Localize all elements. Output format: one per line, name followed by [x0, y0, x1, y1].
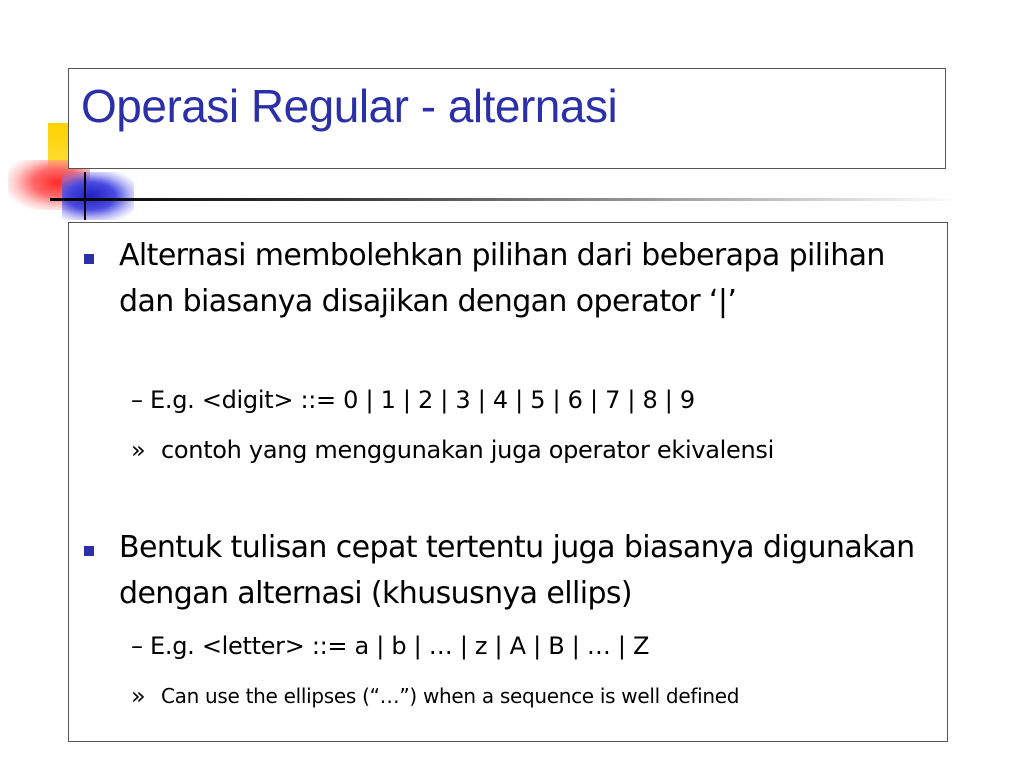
logo-vertical-line — [84, 172, 86, 220]
sub-sub-bullet-text: Can use the ellipses (“…”) when a sequence is well defined — [161, 684, 740, 708]
bullet-square-icon — [84, 546, 94, 556]
sub-bullet-example: – E.g. <digit> ::= 0 | 1 | 2 | 3 | 4 | 5 | 6 | 7 | 8 | 9 — [131, 386, 695, 414]
sub-bullet-example: – E.g. <letter> ::= a | b | … | z | A | B | … | Z — [131, 632, 650, 660]
chevron-marker-icon: » — [131, 436, 146, 464]
title-frame — [68, 68, 946, 169]
chevron-marker-icon: » — [131, 682, 146, 710]
bullet-text: Bentuk tulisan cepat tertentu juga biasanya digunakan dengan alternasi (khususnya ellips) — [119, 530, 915, 611]
content-frame — [68, 222, 948, 742]
logo-blue-glow — [62, 172, 134, 220]
sub-sub-bullet — [131, 431, 891, 469]
sub-sub-bullet — [131, 677, 891, 715]
bullet-square-icon — [84, 254, 94, 264]
title-underline-rule — [50, 198, 960, 201]
bullet-text: Alternasi membolehkan pilihan dari beberapa pilihan dan biasanya disajikan dengan operator ‘|’ — [119, 238, 885, 319]
sub-sub-bullet-text: contoh yang menggunakan juga operator ekivalensi — [161, 436, 774, 464]
slide-title: Operasi Regular - alternasi — [81, 80, 618, 132]
